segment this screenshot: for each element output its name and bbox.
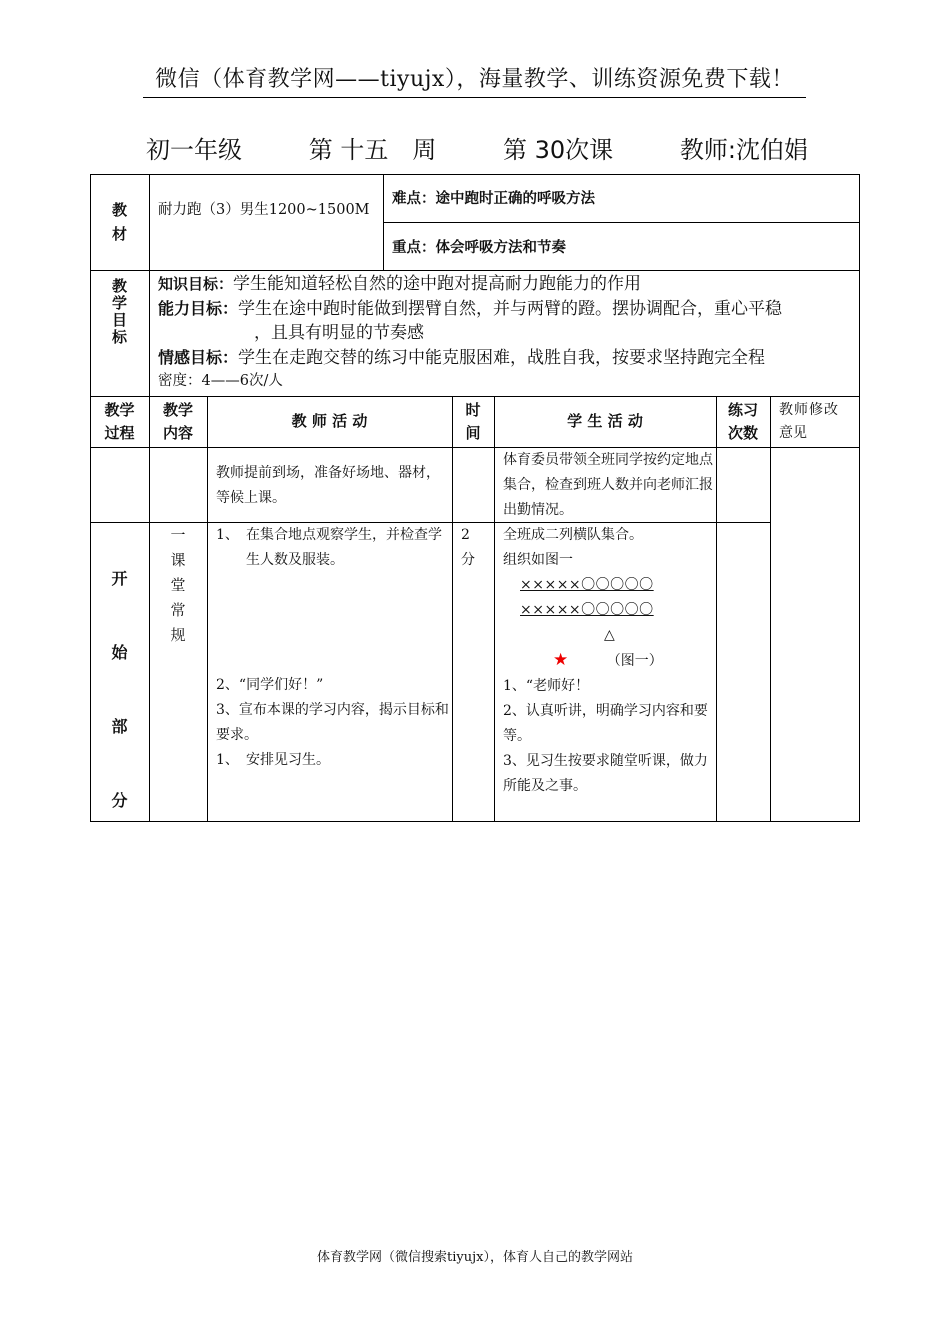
column-header-reps-line: 次数 xyxy=(727,424,758,442)
teacher-step-1-text: 在集合地点观察学生，并检查学生人数及服装。 xyxy=(246,527,442,568)
student-step-1: 1、“老师好！ xyxy=(503,678,590,694)
ability-objective-continued: ，且具有明显的节奏感 xyxy=(254,323,424,343)
start-student-activities xyxy=(503,523,714,799)
teacher-step-4 xyxy=(216,748,450,773)
knowledge-objective-label: 知识目标： xyxy=(158,275,234,293)
start-section-label xyxy=(90,566,149,862)
objectives-content xyxy=(158,272,858,392)
teacher-step-1 xyxy=(216,523,450,573)
objectives-label-char: 教 xyxy=(111,277,127,295)
formation-row-2 xyxy=(503,598,714,623)
column-header-content-line: 内容 xyxy=(162,424,193,442)
material-content: 耐力跑（3）男生1200~1500M xyxy=(158,202,370,218)
teacher-step-2: 2、“同学们好！” xyxy=(216,677,324,693)
ability-objective-label: 能力目标： xyxy=(158,298,239,318)
header-banner: 微信（体育教学网——tiyujx），海量教学、训练资源免费下载！ xyxy=(143,62,806,98)
lesson-number-label: 第 30次课 xyxy=(503,136,614,164)
pre-class-student-activity: 体育委员带领全班同学按约定地点集合，检查到班人数并向老师汇报出勤情况。 xyxy=(503,452,713,518)
teacher-step-4-text: 安排见习生。 xyxy=(246,752,330,768)
lesson-title-line xyxy=(146,130,808,165)
column-header-time xyxy=(452,399,494,445)
emotion-objective-label: 情感目标： xyxy=(158,347,239,367)
start-section-label-char: 始 xyxy=(111,643,128,662)
start-section-label-char: 部 xyxy=(111,717,128,736)
objectives-label-char: 学 xyxy=(111,294,127,312)
formation-figure-row xyxy=(503,648,714,674)
material-label-char: 材 xyxy=(111,225,127,243)
student-step-lineup: 全班成二列横队集合。 xyxy=(503,527,643,543)
teacher-name-label: 教师:沈伯娟 xyxy=(679,136,808,164)
column-header-process xyxy=(90,399,149,445)
class-routine-char: 常 xyxy=(170,601,186,619)
difficulty-text: 难点：途中跑时正确的呼吸方法 xyxy=(392,191,595,207)
material-label-char: 教 xyxy=(111,201,127,219)
pre-class-teacher-activity: 教师提前到场，准备好场地、器材，等候上课。 xyxy=(216,465,440,506)
student-formation-caption: 组织如图一 xyxy=(503,552,573,568)
key-point-text: 重点：体会呼吸方法和节奏 xyxy=(392,240,566,256)
ability-objective-text: 学生在途中跑时能做到摆臂自然，并与两臂的蹬。摆协调配合，重心平稳 xyxy=(238,298,783,319)
class-routine-char: 堂 xyxy=(170,576,186,594)
start-time xyxy=(461,523,491,573)
column-header-reps-line: 练习 xyxy=(727,401,758,419)
page-footer: 体育教学网（微信搜索tiyujx），体育人自己的教学网站 xyxy=(317,1250,633,1265)
ability-objective xyxy=(158,297,858,322)
student-step-2: 2、认真听讲，明确学习内容和要等。 xyxy=(503,703,708,744)
column-header-student-activity: 学 生 活 动 xyxy=(567,412,643,430)
formation-row-1-symbols: ×××××〇〇〇〇〇 xyxy=(520,577,654,593)
formation-row-1 xyxy=(503,573,714,598)
start-time-unit: 分 xyxy=(461,552,475,568)
teacher-step-1-number: 1、 xyxy=(216,527,239,543)
figure-label: （图一） xyxy=(606,653,663,669)
week-label: 第 十五 周 xyxy=(308,136,437,164)
column-header-time-line: 间 xyxy=(465,424,481,442)
column-header-remarks-line: 教师修改 xyxy=(779,402,839,418)
class-routine-char: 课 xyxy=(170,551,186,569)
column-header-process-line: 教学 xyxy=(104,401,135,419)
start-section-label-char: 开 xyxy=(111,569,128,588)
column-header-remarks-line: 意见 xyxy=(779,425,807,441)
teacher-step-4-number: 1、 xyxy=(216,752,239,768)
column-header-time-line: 时 xyxy=(465,401,481,419)
class-routine-char: 规 xyxy=(170,626,186,644)
column-header-reps xyxy=(716,399,770,445)
teacher-step-3: 3、宣布本课的学习内容，揭示目标和要求。 xyxy=(216,702,449,743)
objectives-label xyxy=(90,278,149,346)
column-header-process-line: 过程 xyxy=(104,424,135,442)
grade-label: 初一年级 xyxy=(146,136,242,164)
emotion-objective-text: 学生在走跑交替的练习中能克服困难，战胜自我，按要求坚持跑完全程 xyxy=(238,347,766,368)
student-step-3: 3、见习生按要求随堂听课，做力所能及之事。 xyxy=(503,753,708,794)
teacher-star-icon: ★ xyxy=(553,650,569,670)
knowledge-objective-text: 学生能知道轻松自然的途中跑对提高耐力跑能力的作用 xyxy=(233,274,642,294)
class-routine-char: 一 xyxy=(170,526,186,544)
start-time-value: 2 xyxy=(461,527,470,543)
start-section-label-char: 分 xyxy=(111,791,128,810)
column-header-content-line: 教学 xyxy=(162,401,193,419)
emotion-objective xyxy=(158,346,858,371)
objectives-label-char: 标 xyxy=(111,328,127,346)
material-label xyxy=(90,198,149,246)
start-teacher-activities xyxy=(216,523,450,773)
triangle-icon: △ xyxy=(604,627,615,643)
column-header-remarks xyxy=(779,399,857,445)
class-routine-label xyxy=(149,523,207,648)
objectives-label-char: 目 xyxy=(111,311,127,329)
column-header-content xyxy=(149,399,207,445)
density-text: 密度：4——6次/人 xyxy=(158,373,283,389)
formation-row-2-symbols: ×××××〇〇〇〇〇 xyxy=(520,602,654,618)
column-header-teacher-activity: 教 师 活 动 xyxy=(291,412,368,430)
knowledge-objective xyxy=(158,272,858,297)
